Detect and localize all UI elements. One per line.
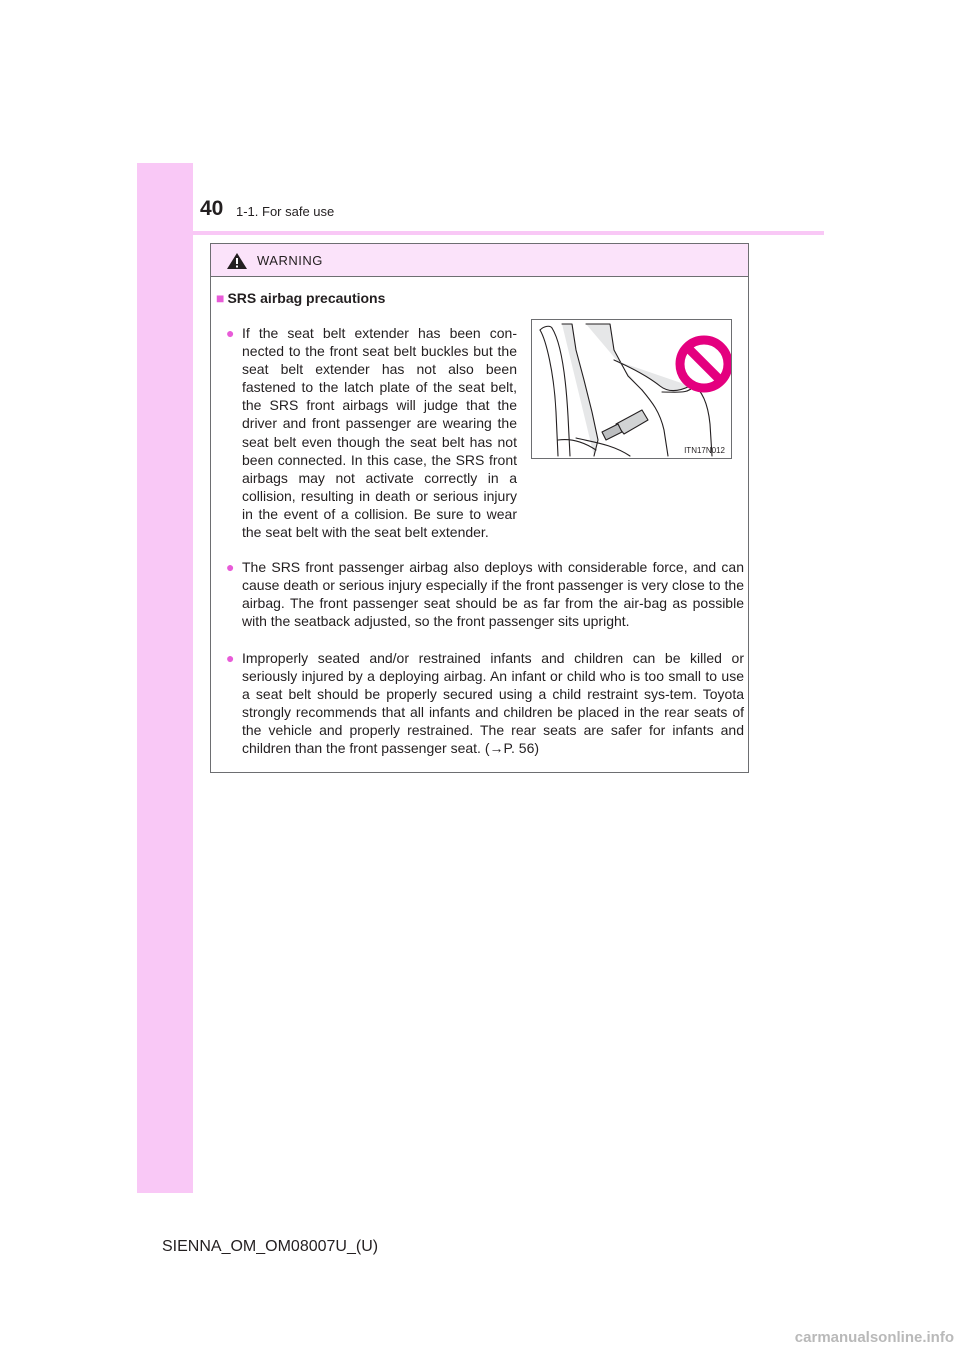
- section-title: 1-1. For safe use: [236, 204, 335, 219]
- chapter-sidebar-tab: [137, 163, 193, 1193]
- warning-header: [211, 244, 748, 277]
- seat-illustration: [532, 320, 731, 458]
- seat-belt-extender-illustration: [531, 319, 732, 459]
- bullet-text: The SRS front passenger airbag also deploys with considerable force, and can cause death or serious injury especially if the front passenger is very close to the airbag. The front passenger seat should be as far from the air-bag as possible with the seatback adjusted, so the front passenger sits upright.: [242, 559, 744, 630]
- warning-subhead: ■ SRS airbag precautions: [216, 290, 386, 306]
- document-code: SIENNA_OM_OM08007U_(U): [162, 1238, 379, 1255]
- header-rule: [137, 231, 824, 235]
- warning-title: WARNING: [257, 253, 323, 268]
- bullet-dot-icon: ●: [226, 559, 235, 575]
- warning-bullet: [226, 649, 744, 758]
- bullet-dot-icon: ●: [226, 650, 235, 666]
- watermark: carmanualsonline.info: [794, 1329, 954, 1346]
- bullet-text: If the seat belt extender has been con-nected to the front seat belt buckles but the seat belt extender has not also been fastened to the latch plate of the seat belt, the SRS front airbags will judge that the driver and front passenger are wearing the seat belt even though the seat belt has not been connected. In this case, the SRS front airbags may not activate correctly in a collision, resulting in death or serious injury in the event of a collision. Be sure to wear the seat belt with the seat belt extender.: [242, 325, 517, 541]
- page-number: 40: [200, 197, 224, 220]
- bullet-text: Improperly seated and/or restrained infants and children can be killed or seriously injured by a deploying airbag. An infant or child who is too small to use a seat belt should be properly secured using a child restraint sys-tem. Toyota strongly recommends that all infants and children be placed in the rear seats of the vehicle and properly restrained. The rear seats are safer for infants and children than the front passenger seat. (→P. 56): [242, 650, 744, 757]
- bullet-dot-icon: ●: [226, 325, 235, 341]
- warning-bullet: [226, 558, 744, 630]
- subhead-text: SRS airbag precautions: [227, 290, 386, 306]
- warning-box: [210, 243, 749, 773]
- warning-bullet: [226, 324, 517, 541]
- warning-triangle-icon: [226, 252, 248, 270]
- figure-code: ITN17N012: [684, 446, 725, 455]
